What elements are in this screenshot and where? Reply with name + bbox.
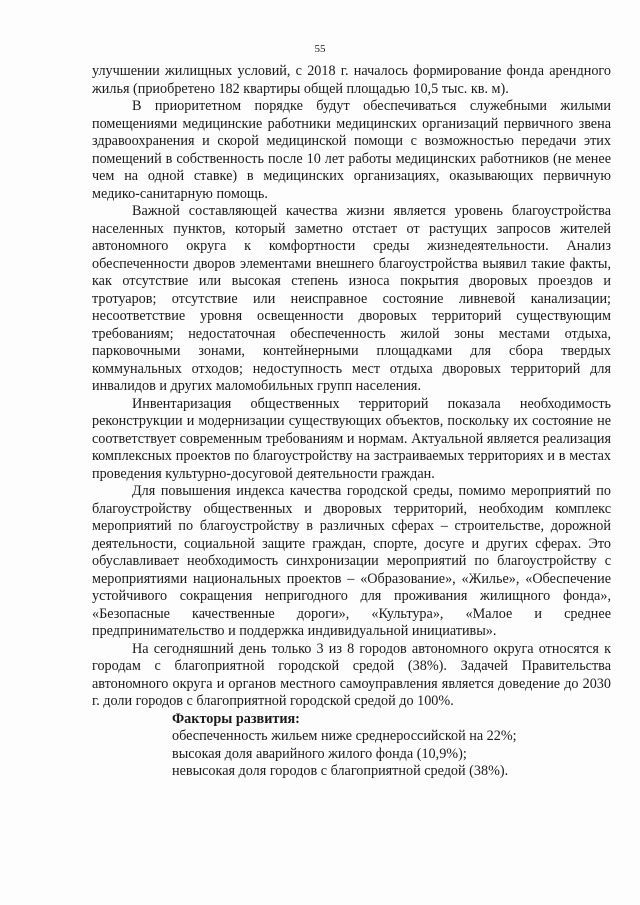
paragraph-urban-index: Для повышения индекса качества городской среды, помимо мероприятий по благоустройству общественных и дворовых территорий, необходим комплекс мероприятий по благоустройству в различных сферах – строительстве, дорожной деятельности, социальной защите граждан, спорте, досуге и других сферах. Это обуславливает необходимость синхронизации мероприятий по благоустройству с мероприятиями национальных проектов – «Образование», «Жилье», «Обеспечение устойчивого сокращения непригодного для проживания жилищного фонда», «Безопасные качественные дороги», «Культура», «Малое и среднее предпринимательство и поддержка индивидуальной инициативы».	[92, 483, 611, 639]
page-number: 55	[314, 43, 326, 55]
factor-item: невысокая доля городов с благоприятной средой (38%).	[172, 763, 509, 779]
paragraph-cities: На сегодняшний день только 3 из 8 городов автономного округа относятся к городам с благоприятной городской средой (38%). Задачей Правительства автономного округа и органов местного самоуправления является доведение до 2030 г. доли городов с благоприятной городской средой до 100%.	[92, 640, 611, 709]
paragraph-medical-housing: В приоритетном порядке будут обеспечиваться служебными жилыми помещениями медицинские работники медицинских организаций первичного звена здравоохранения и скорой медицинской помощи с возможностью передачи этих помещений в собственность после 10 лет работы медицинских работников (не менее чем на одной ставке) в медицинских организациях, оказывающих первичную медико-санитарную помощь.	[92, 98, 611, 202]
factor-item: обеспеченность жильем ниже среднероссийской на 22%;	[172, 728, 517, 744]
paragraph-inventory: Инвентаризация общественных территорий показала необходимость реконструкции и модернизации существующих объектов, поскольку их состояние не соответствует современным требованиям и нормам. Актуальной является реализация комплексных проектов по благоустройству на застраиваемых территориях и в местах проведения культурно-досуговой деятельности граждан.	[92, 395, 611, 482]
factors-heading: Факторы развития:	[172, 710, 300, 727]
factor-item: высокая доля аварийного жилого фонда (10,9%);	[172, 745, 467, 762]
paragraph-continuation: улучшении жилищных условий, с 2018 г. началось формирование фонда арендного жилья (приобретено 182 квартиры общей площадью 10,5 тыс. кв. м).	[92, 63, 611, 97]
body-text	[92, 63, 611, 781]
paragraph-landscaping: Важной составляющей качества жизни является уровень благоустройства населенных пунктов, который заметно отстает от растущих запросов жителей автономного округа к комфортности среды жизнедеятельности. Анализ обеспеченности дворов элементами внешнего благоустройства выявил такие факты, как отсутствие или высокая степень износа покрытия дворовых проездов и тротуаров; отсутствие или неисправное состояние ливневой канализации; несоответствие уровня освещенности дворовых территорий существующим требованиям; недостаточная обеспеченность жилой зоны местами отдыха, парковочными зонами, контейнерными площадками для сбора твердых коммунальных отходов; недоступность мест отдыха дворовых территорий для инвалидов и других маломобильных групп населения.	[92, 203, 611, 394]
